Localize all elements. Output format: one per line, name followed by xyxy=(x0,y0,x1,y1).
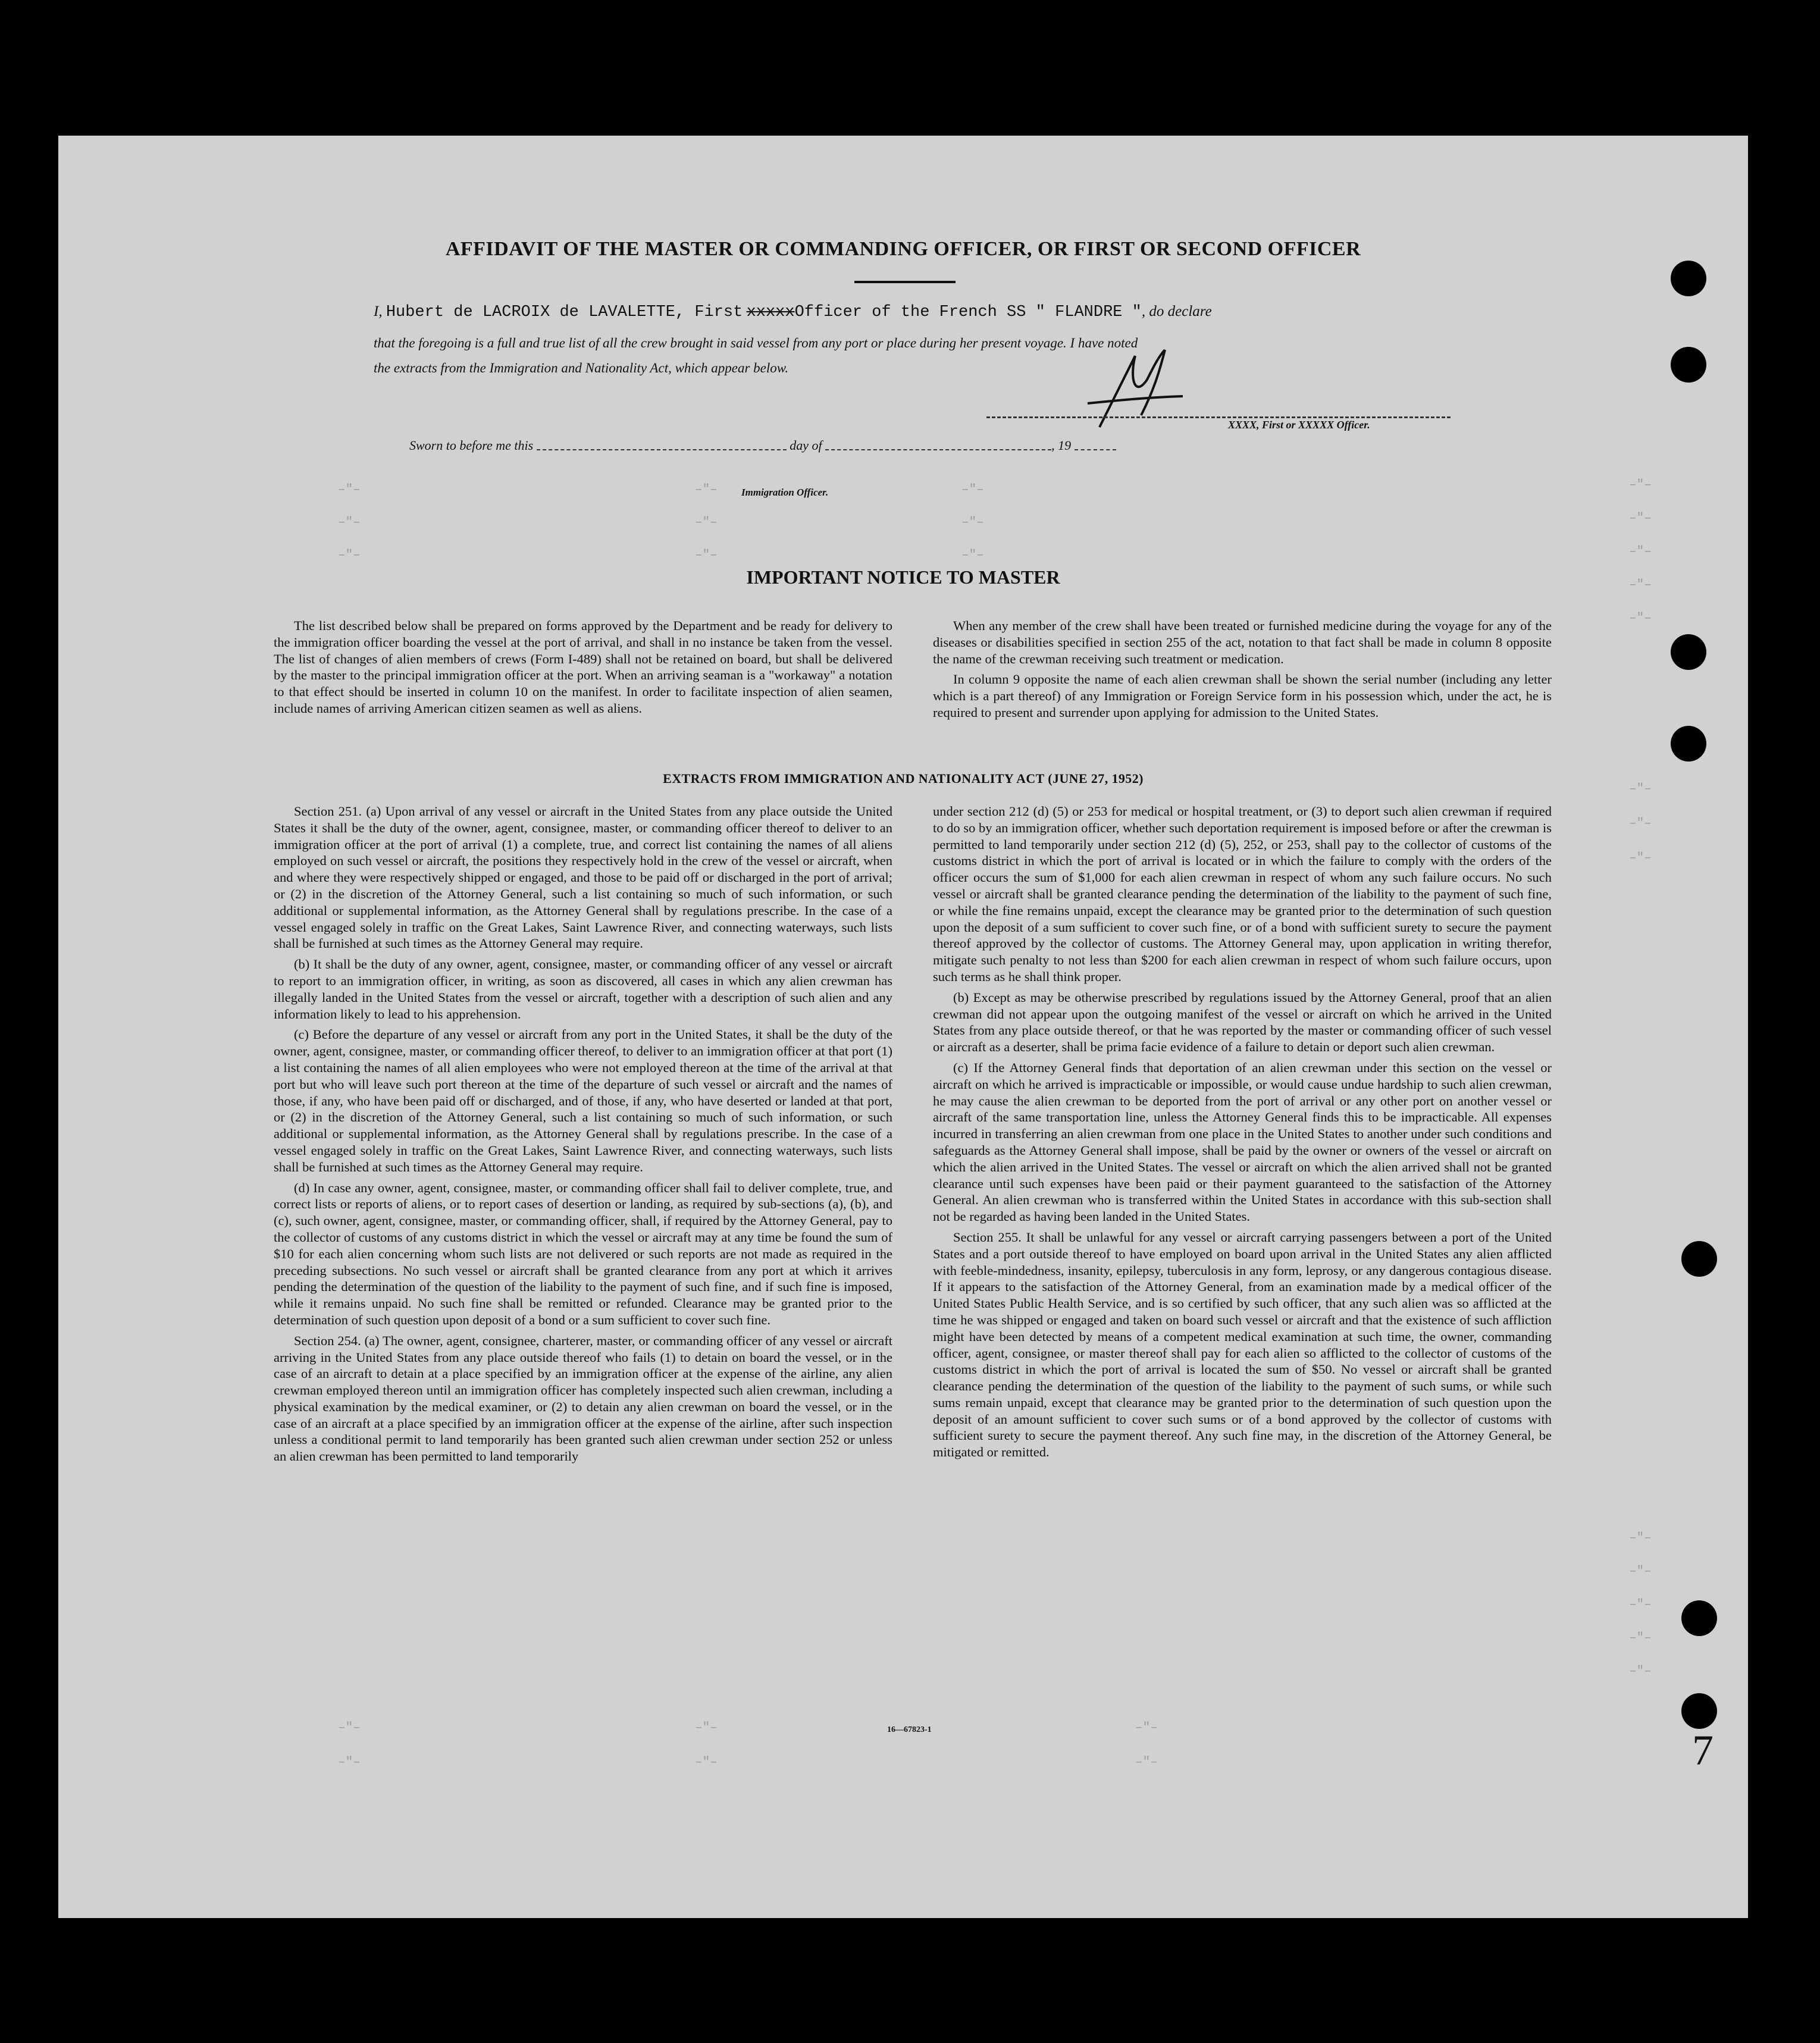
section-254-c: (c) If the Attorney General finds that deportation of an alien crewman under this section on the vessel or aircraft on which he arrived is impracticable or impossible, or would cause undue hardship to such alien crewman, he may cause the alien crewman to be deported from the port of arrival or any other port on another vessel or aircraft of the same transportation line, unless the Attorney General finds this to be impracticable. All expenses incurred in transferring an alien crewman from one place in the United States to another under such conditions and safeguards as the Attorney General shall impose, shall be paid by the owner or owners of the vessel or aircraft on which the alien arrived in the United States. The vessel or aircraft on which the alien arrived shall not be granted clearance until such expenses have been paid or their payment guaranteed to the satisfaction of the Attorney General. An alien crewman who is transferred within the United States in accordance with this sub-section shall not be regarded as having been landed in the United States. xyxy=(933,1060,1552,1224)
extracts-right-column xyxy=(933,803,1552,1461)
declaration-line-3: the extracts from the Immigration and Nationality Act, which appear below. xyxy=(374,361,789,375)
punch-hole xyxy=(1671,261,1706,296)
month-blank xyxy=(825,443,1051,450)
section-254-a: Section 254. (a) The owner, agent, consignee, charterer, master, or commanding officer of any vessel or aircraft arriving in the United States from any place outside thereof who fails (1) to detain on board the vessel, or in the case of an aircraft to detain at a place specified by an immigration officer at the expense of the airline, any alien crewman employed thereon until an immigration officer has completely inspected such alien crewman, including a physical examination by the medical examiner, or (2) to detain any alien crewman on board the vessel, or in the case of an aircraft at a place specified by an immigration officer at the expense of the airline, after such inspection unless a conditional permit to land temporarily has been granted such alien crewman under section 252 or unless an alien crewman has been permitted to land temporarily xyxy=(274,1333,892,1464)
section-251-b: (b) It shall be the duty of any owner, agent, consignee, master, or commanding officer of any vessel or aircraft to report to an immigration officer, in writing, as soon as discovered, all cases in which any alien crewman has illegally landed in the United States from the vessel or aircraft, together with a description of such alien and any information likely to lead to his apprehension. xyxy=(274,957,892,1022)
declaration-line-2: that the foregoing is a full and true list of all the crew brought in said vessel from any port or place during her present voyage. I have noted xyxy=(374,336,1138,350)
notice-paragraph: The list described below shall be prepared on forms approved by the Department and be ready for delivery to the immigration officer boarding the vessel at the port of arrival, and shall in no instance be taken from the vessel. The list of changes of alien members of crews (Form I-489) shall not be retained on board, but shall be delivered by the master to the principal immigration officer at the port. When an arriving seaman is a "workaway" a notation to that effect should be inserted in column 10 on the manifest. In order to facilitate inspection of alien seamen, include names of arriving American citizen seamen as well as aliens. xyxy=(274,618,892,716)
sworn-blank xyxy=(537,443,787,450)
signature-title: XXXX, First or XXXXX Officer. xyxy=(1228,419,1370,431)
year-blank xyxy=(1075,443,1116,450)
sworn-line xyxy=(409,438,1116,453)
year-label: , 19 xyxy=(1051,438,1072,453)
bleed-through-ditto-column-5: –"– –"– –"– xyxy=(1629,782,1652,865)
punch-hole xyxy=(1671,347,1706,383)
notice-right-column xyxy=(933,618,1552,721)
bleed-through-ditto-bottom: –"– –"– xyxy=(338,1721,361,1769)
section-255: Section 255. It shall be unlawful for any vessel or aircraft carrying passengers between a port of the United States and a port outside thereof to have employed on board upon arrival in the United States any alien afflicted with feeble-mindedness, insanity, epilepsy, tuberculosis in any form, leprosy, or any dangerous contagious disease. If it appears to the satisfaction of the Attorney General, from an examination made by a medical officer of the United States Public Health Service, and is so certified by such officer, that any such alien was so afflicted at the time he was shipped or engaged and taken on board such vessel or aircraft and that the existence of such affliction might have been detected by means of a competent medical examination at such time, the owner, commanding officer, agent, consignee, or master thereof shall pay for each alien so afflicted to the collector of customs of the customs district in which the port of arrival is located the sum of $50. No vessel or aircraft shall be granted clearance pending the determination of the question of the liability to the payment of such sums, or while such sums remain unpaid, except that clearance may be granted prior to the determination of such question upon the deposit of an amount sufficient to cover such sums or of a bond approved by the collector of customs with sufficient surety to secure the payment thereof. Any such fine may, in the discretion of the Attorney General, be mitigated or remitted. xyxy=(933,1229,1552,1460)
punch-hole xyxy=(1681,1241,1717,1277)
punch-hole xyxy=(1671,726,1706,762)
section-254-a-cont: under section 212 (d) (5) or 253 for medical or hospital treatment, or (3) to deport such alien crewman if required to do so by an immigration officer, whether such deportation requirement is imposed before or after the crewman is permitted to land temporarily under section 212 (d) (5), 252, or 253, shall pay to the collector of customs of the customs district in which the port of arrival is located or in which the failure to comply with the orders of the officer occurs the sum of $1,000 for each alien crewman in respect of whom any such failure occurs. No such vessel or aircraft shall be granted clearance pending the determination of the liability to the payment of such fine, or while the fine remains unpaid, except the clearance may be granted prior to the determination of such question upon the deposit of a sum sufficient to cover such fine, or of a bond with sufficient surety to secure the payment thereof approved by the collector of customs. The Attorney General may, upon application in writing therefor, mitigate such penalty to not less than $200 for each alien crewman in respect of whom such failure occurs, upon such terms as he shall think proper. xyxy=(933,804,1552,984)
handwritten-mark: 7 xyxy=(1692,1726,1714,1774)
title-rule xyxy=(854,281,956,283)
punch-hole xyxy=(1671,634,1706,670)
document-page xyxy=(58,136,1748,1918)
bleed-through-ditto-column-6: –"– –"– –"– –"– –"– xyxy=(1629,1531,1652,1678)
bleed-through-ditto-column-2: –"– –"– –"– xyxy=(695,483,718,562)
notice-title: IMPORTANT NOTICE TO MASTER xyxy=(746,566,1060,588)
declaration-prefix: I, xyxy=(374,303,386,319)
signature-line xyxy=(986,416,1451,418)
sworn-label: Sworn to before me this xyxy=(409,438,534,453)
declaration-suffix: , do declare xyxy=(1141,303,1212,319)
punch-hole xyxy=(1681,1693,1717,1729)
punch-hole xyxy=(1681,1600,1717,1636)
day-of-label: day of xyxy=(790,438,822,453)
officer-name: Hubert de LACROIX de LAVALETTE, First xyxy=(386,303,743,321)
declaration-line-1 xyxy=(374,303,1212,321)
handwritten-signature xyxy=(1064,344,1218,433)
extracts-left-column xyxy=(274,803,892,1465)
bleed-through-ditto-bottom-3: –"– –"– xyxy=(1135,1721,1158,1769)
notice-left-column xyxy=(274,618,892,717)
notice-paragraph: In column 9 opposite the name of each alien crewman shall be shown the serial number (including any letter which is a part thereof) of any Immigration or Foreign Service form in his possession which, under the act, he is required to present and surrender upon applying for admission to the United States. xyxy=(933,672,1552,720)
extracts-title: EXTRACTS FROM IMMIGRATION AND NATIONALITY ACT (JUNE 27, 1952) xyxy=(663,771,1144,786)
section-251-a: Section 251. (a) Upon arrival of any vessel or aircraft in the United States from any place outside the United States it shall be the duty of the owner, agent, consignee, master, or commanding officer thereof to deliver to an immigration officer at the port of arrival (1) a complete, true, and correct list containing the names of all aliens employed on such vessel or aircraft, the positions they respectively hold in the crew of the vessel or aircraft, when and where they were respectively shipped or engaged, and those to be paid off or discharged in the port of arrival; or (2) in the discretion of the Attorney General, such a list containing so much of such information, or such additional or supplemental information, as the Attorney General shall by regulations prescribe. In the case of a vessel engaged solely in traffic on the Great Lakes, Saint Lawrence River, and connecting waterways, such lists shall be furnished at such times as the Attorney General may require. xyxy=(274,804,892,951)
bleed-through-ditto-column: –"– –"– –"– xyxy=(338,483,361,562)
form-code: 16—67823-1 xyxy=(887,1725,932,1734)
bleed-through-ditto-column-4: –"– –"– –"– –"– –"– xyxy=(1629,478,1652,625)
bleed-through-ditto-column-3: –"– –"– –"– xyxy=(961,483,984,562)
affidavit-title: AFFIDAVIT OF THE MASTER OR COMMANDING OFFICER, OR FIRST OR SECOND OFFICER xyxy=(445,238,1361,260)
section-251-c: (c) Before the departure of any vessel or aircraft from any port in the United States, it shall be the duty of the owner, agent, consignee, master, or commanding officer thereof, to deliver to an immigration officer at that port (1) a list containing the names of all alien employees who were not employed thereon at the time of the arrival at that port but who will leave such port thereon at the time of the departure of such vessel or aircraft and the names of those, if any, who have been paid off or discharged, and of those, if any, who have deserted or landed at that port, or (2) in the discretion of the Attorney General, such a list containing so much of such information, or such additional or supplemental information, as the Attorney General shall by regulations prescribe. In the case of a vessel engaged solely in traffic on the Great Lakes, Saint Lawrence River, and connecting waterways, such lists shall be furnished at such times as the Attorney General may require. xyxy=(274,1027,892,1174)
notice-paragraph: When any member of the crew shall have been treated or furnished medicine during the voyage for any of the diseases or disabilities specified in section 255 of the act, notation to that fact shall be made in column 8 opposite the name of the crewman receiving such treatment or medication. xyxy=(933,618,1552,666)
struck-text: xxxxx xyxy=(746,303,795,321)
bleed-through-ditto-bottom-2: –"– –"– xyxy=(695,1721,718,1769)
officer-vessel: Officer of the French SS " FLANDRE " xyxy=(794,303,1142,321)
section-251-d: (d) In case any owner, agent, consignee, master, or commanding officer shall fail to deliver complete, true, and correct lists or reports of aliens, or to report cases of desertion or landing, as required by sub-sections (a), (b), and (c), such owner, agent, consignee, master, or commanding officer, shall, if required by the Attorney General, pay to the collector of customs of any customs district in which the vessel or aircraft may at any time be found the sum of $10 for each alien concerning whom such lists are not delivered or such reports are not made as required in the preceding subsections. No such vessel or aircraft shall be granted clearance from any port at which it arrives pending the determination of the question of the liability to the payment of such fine, and if such fine is imposed, while it remains unpaid. No such fine shall be remitted or refunded. Clearance may be granted prior to the determination of such question upon deposit of a bond or a sum sufficient to cover such fine. xyxy=(274,1180,892,1327)
section-254-b: (b) Except as may be otherwise prescribed by regulations issued by the Attorney General, proof that an alien crewman did not appear upon the outgoing manifest of the vessel or aircraft on which he arrived in the United States from any place outside thereof, or that he was reported by the master or commanding officer of such vessel or aircraft as a deserter, shall be prima facie evidence of a failure to detain or deport such alien crewman. xyxy=(933,989,1552,1055)
immigration-officer-label: Immigration Officer. xyxy=(741,487,829,498)
